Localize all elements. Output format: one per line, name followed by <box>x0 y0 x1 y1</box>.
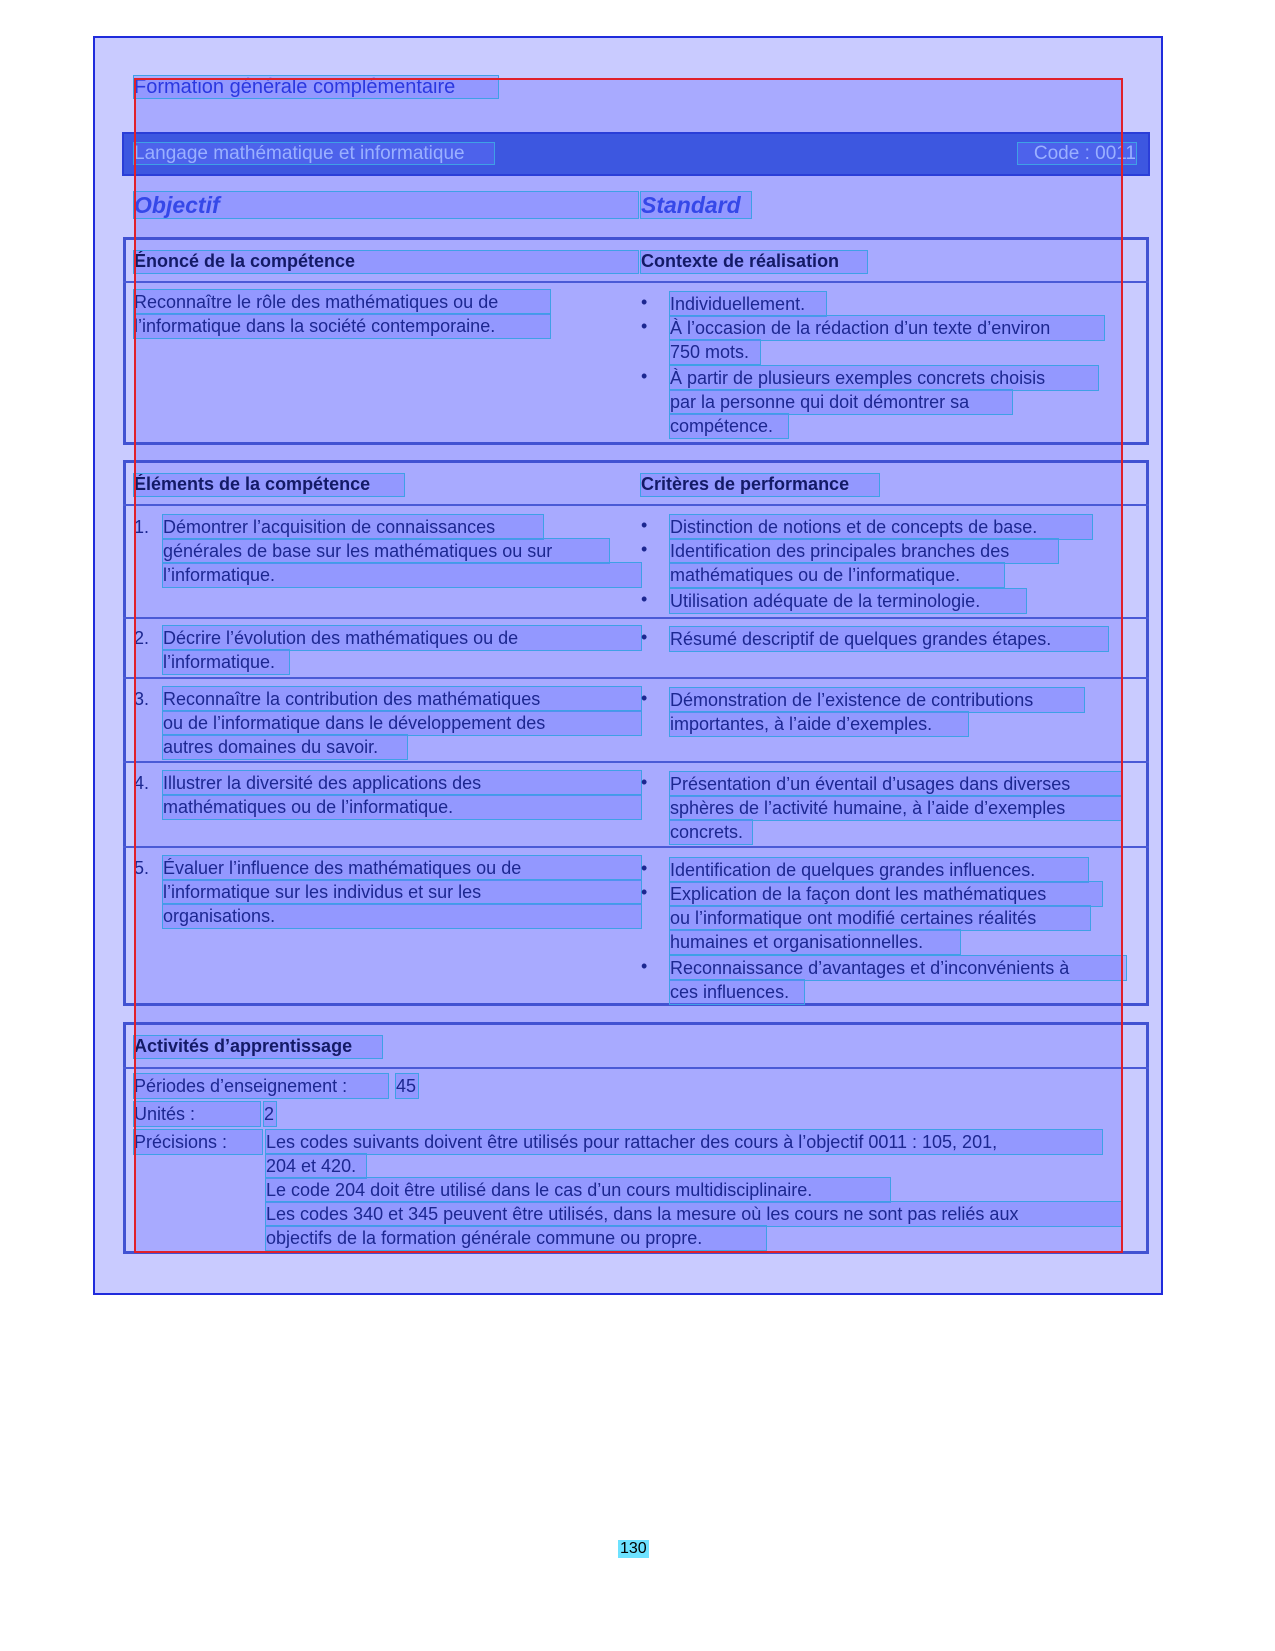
competence-statement-line: l’informatique dans la société contemporaine. <box>134 314 550 338</box>
bullet-icon: • <box>641 515 648 535</box>
element-text: mathématiques ou de l’informatique. <box>163 795 641 819</box>
criterion-item: concrets. <box>670 820 752 844</box>
divider <box>123 504 1149 506</box>
bullet-icon: • <box>641 292 648 312</box>
element-text: ou de l’informatique dans le développement des <box>163 711 641 735</box>
element-number: 2. <box>134 628 150 648</box>
details-line: Les codes 340 et 345 peuvent être utilisés, dans la mesure où les cours ne sont pas reliés aux <box>266 1202 1122 1226</box>
context-item: À l’occasion de la rédaction d’un texte d’environ <box>670 316 1104 340</box>
bullet-icon: • <box>641 882 648 902</box>
activities-heading: Activités d’apprentissage <box>134 1036 382 1058</box>
units-label: Unités : <box>134 1102 260 1126</box>
criterion-item: importantes, à l’aide d’exemples. <box>670 712 968 736</box>
bullet-icon: • <box>641 956 648 976</box>
criterion-item: Identification des principales branches des <box>670 539 1058 563</box>
section-title: Formation générale complémentaire <box>134 76 498 98</box>
context-item: Individuellement. <box>670 292 826 316</box>
divider <box>123 761 1149 763</box>
bullet-icon: • <box>641 366 648 386</box>
criterion-item: Identification de quelques grandes influences. <box>670 858 1088 882</box>
divider <box>123 617 1149 619</box>
element-text: Évaluer l’influence des mathématiques ou de <box>163 856 641 880</box>
element-number: 5. <box>134 858 150 878</box>
element-text: l’informatique. <box>163 650 289 674</box>
competence-statement-line: Reconnaître le rôle des mathématiques ou de <box>134 290 550 314</box>
units-value: 2 <box>264 1104 275 1124</box>
details-line: 204 et 420. <box>266 1154 366 1178</box>
criteria-heading: Critères de performance <box>641 474 879 496</box>
periods-value: 45 <box>396 1076 417 1096</box>
details-line: Le code 204 doit être utilisé dans le cas d’un cours multidisciplinaire. <box>266 1178 890 1202</box>
elements-heading: Éléments de la compétence <box>134 474 404 496</box>
context-item: compétence. <box>670 414 788 438</box>
criterion-item: Explication de la façon dont les mathématiques <box>670 882 1102 906</box>
details-label: Précisions : <box>134 1130 262 1154</box>
divider <box>123 281 1149 283</box>
page-number: 130 <box>620 1540 647 1557</box>
element-text: Illustrer la diversité des applications des <box>163 771 641 795</box>
element-text: autres domaines du savoir. <box>163 735 407 759</box>
element-text: l’informatique. <box>163 563 641 587</box>
context-item: 750 mots. <box>670 340 760 364</box>
element-text: Démontrer l’acquisition de connaissances <box>163 515 543 539</box>
bullet-icon: • <box>641 858 648 878</box>
element-text: générales de base sur les mathématiques ou sur <box>163 539 609 563</box>
criterion-item: ces influences. <box>670 980 804 1004</box>
details-line: Les codes suivants doivent être utilisés pour rattacher des cours à l’objectif 0011 : 105, 201, <box>266 1130 1102 1154</box>
bullet-icon: • <box>641 688 648 708</box>
criterion-item: Résumé descriptif de quelques grandes étapes. <box>670 627 1108 651</box>
competence-heading: Énoncé de la compétence <box>134 251 638 273</box>
context-item: À partir de plusieurs exemples concrets choisis <box>670 366 1098 390</box>
criterion-item: Démonstration de l’existence de contributions <box>670 688 1084 712</box>
context-heading: Contexte de réalisation <box>641 251 867 273</box>
criterion-item: Distinction de notions et de concepts de base. <box>670 515 1092 539</box>
objective-heading: Objectif <box>134 192 638 218</box>
bullet-icon: • <box>641 539 648 559</box>
criterion-item: Présentation d’un éventail d’usages dans diverses <box>670 772 1122 796</box>
band-title: Langage mathématique et informatique <box>134 143 494 164</box>
divider <box>123 1067 1149 1069</box>
standard-heading: Standard <box>641 192 751 218</box>
bullet-icon: • <box>641 589 648 609</box>
element-text: l’informatique sur les individus et sur les <box>163 880 641 904</box>
element-text: organisations. <box>163 904 641 928</box>
bullet-icon: • <box>641 772 648 792</box>
code-label: Code : 0011 <box>1018 143 1136 164</box>
criterion-item: humaines et organisationnelles. <box>670 930 960 954</box>
element-number: 4. <box>134 773 150 793</box>
periods-label: Périodes d’enseignement : <box>134 1074 388 1098</box>
criterion-item: mathématiques ou de l’informatique. <box>670 563 1004 587</box>
element-text: Décrire l’évolution des mathématiques ou de <box>163 626 641 650</box>
criterion-item: ou l’informatique ont modifié certaines réalités <box>670 906 1090 930</box>
criterion-item: Utilisation adéquate de la terminologie. <box>670 589 1026 613</box>
divider <box>123 677 1149 679</box>
context-item: par la personne qui doit démontrer sa <box>670 390 1012 414</box>
element-number: 1. <box>134 517 150 537</box>
bullet-icon: • <box>641 316 648 336</box>
element-text: Reconnaître la contribution des mathématiques <box>163 687 641 711</box>
divider <box>123 846 1149 848</box>
criterion-item: Reconnaissance d’avantages et d’inconvénients à <box>670 956 1126 980</box>
element-number: 3. <box>134 689 150 709</box>
bullet-icon: • <box>641 627 648 647</box>
criterion-item: sphères de l’activité humaine, à l’aide d’exemples <box>670 796 1122 820</box>
details-line: objectifs de la formation générale commune ou propre. <box>266 1226 766 1250</box>
